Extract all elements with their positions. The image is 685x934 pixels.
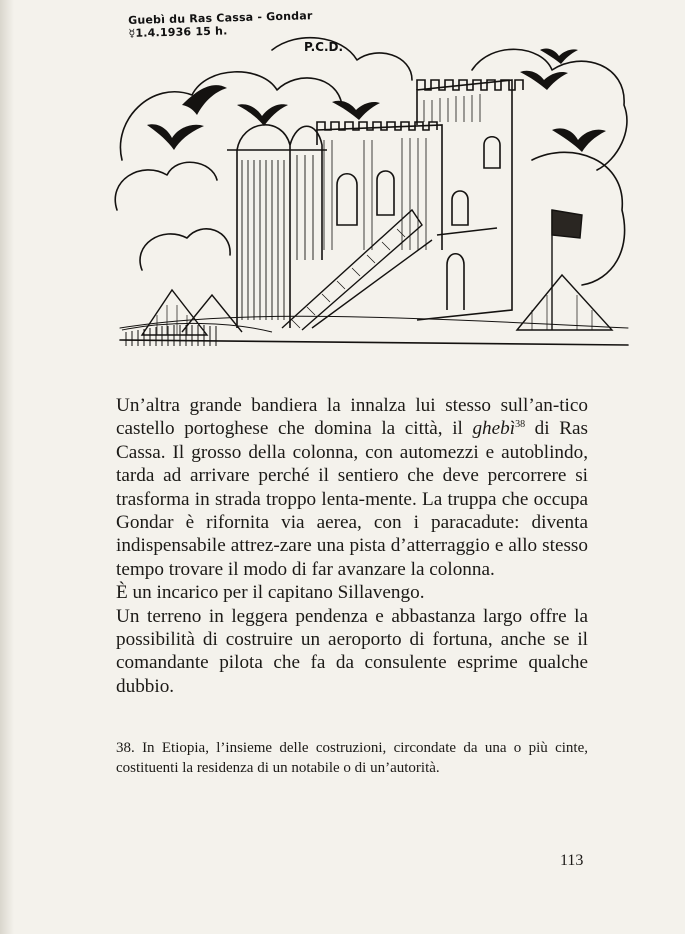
castle-illustration [112, 10, 636, 352]
caption-line-1: Guebì du Ras Cassa - Gondar [128, 9, 313, 27]
term-ghebi: ghebì [472, 418, 516, 440]
footnote: 38. In Etiopia, l’insieme delle costruzioni, circondate da una o più cinte, costituenti la residenza di un notabile o di un’autorità. [116, 740, 588, 776]
caption-line-2: ☿1.4.1936 15 h. [128, 24, 228, 40]
paragraph-1 [116, 394, 588, 581]
artist-initials: P.C.D. [304, 40, 344, 54]
paragraph-2: È un incarico per il capitano Sillavengo. [116, 582, 425, 604]
page-number: 113 [560, 852, 584, 869]
paragraph-1-end: di Ras Cassa. Il grosso della colonna, con automezzi e autoblindo, tarda ad arrivare perché il sentiero che deve percorrere si trasforma in strada troppo lenta-mente. La truppa che occupa Gondar è rifornita via aerea, con i paracadute: diventa indispensabile attrez-zare una pista d’atterraggio e allo stesso tempo trovare il modo di far avanzare la colonna. [116, 418, 588, 580]
paragraph-1-start: Un’altra grande bandiera la innalza lui stesso sull’an-tico castello portoghese che domina la città, il [116, 395, 588, 440]
page-edge-shadow [0, 0, 14, 934]
paragraph-3: Un terreno in leggera pendenza e abbastanza largo offre la possibilità di costruire un aeroporto di fortuna, anche se il comandante pilota che fa da consulente esprime qualche dubbio. [116, 605, 588, 697]
body-text [116, 394, 588, 698]
footnote-reference: 38 [515, 419, 526, 431]
illustration-caption [128, 9, 313, 40]
